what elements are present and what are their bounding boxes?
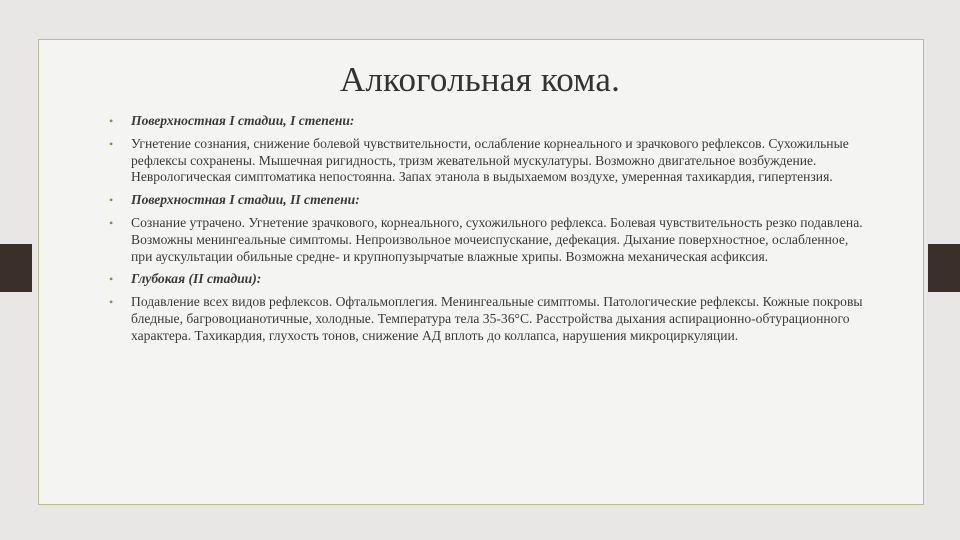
list-item-text: Сознание утрачено. Угнетение зрачкового, корнеального, сухожильного рефлекса. Болевая чувствительность резко подавлена. Возможны менингеальные симптомы. Непроизвольное мочеиспускание, дефекация. Дыхание поверхностное, ослабленное, при аускультации обильные средне- и крупнопузырчатые влажные хрипы. Возможна механическая асфиксия. [131, 214, 863, 264]
list-item-text: Глубокая (II стадии): [131, 271, 262, 287]
bullet-icon: • [109, 114, 114, 128]
list-item-heading [109, 113, 869, 130]
bullet-list [109, 113, 869, 351]
list-item-heading [109, 192, 869, 209]
list-item-text: Поверхностная I стадии, I степени: [131, 113, 355, 128]
list-item [109, 215, 869, 265]
bullet-icon: • [109, 193, 114, 208]
right-accent-bar [928, 244, 960, 292]
list-item [109, 136, 869, 186]
list-item-text: Поверхностная I стадии, II степени: [131, 192, 360, 208]
bullet-icon: • [109, 272, 114, 287]
bullet-icon: • [109, 215, 114, 230]
list-item-heading [109, 271, 869, 288]
list-item [109, 294, 869, 344]
slide-title: Алкогольная кома. [339, 60, 621, 99]
left-accent-bar [0, 244, 32, 292]
bullet-icon: • [109, 136, 114, 151]
bullet-icon: • [109, 295, 114, 310]
list-item-text: Угнетение сознания, снижение болевой чувствительности, ослабление корнеального и зрачкового рефлексов. Сухожильные рефлексы сохранены. Мышечная ригидность, тризм жевательной мускулатуры. Возможно двигательное возбуждение. Неврологическая симптоматика непостоянна. Запах этанола в выдыхаемом воздухе, умеренная тахикардия, гипертензия. [131, 135, 849, 185]
list-item-text: Подавление всех видов рефлексов. Офтальмоплегия. Менингеальные симптомы. Патологические рефлексы. Кожные покровы бледные, багровоцианотичные, холодные. Температура тела 35-36°С. Расстройства дыхания аспирационно-обтурационного характера. Тахикардия, глухость тонов, снижение АД вплоть до коллапса, нарушения микроциркуляции. [131, 294, 863, 343]
